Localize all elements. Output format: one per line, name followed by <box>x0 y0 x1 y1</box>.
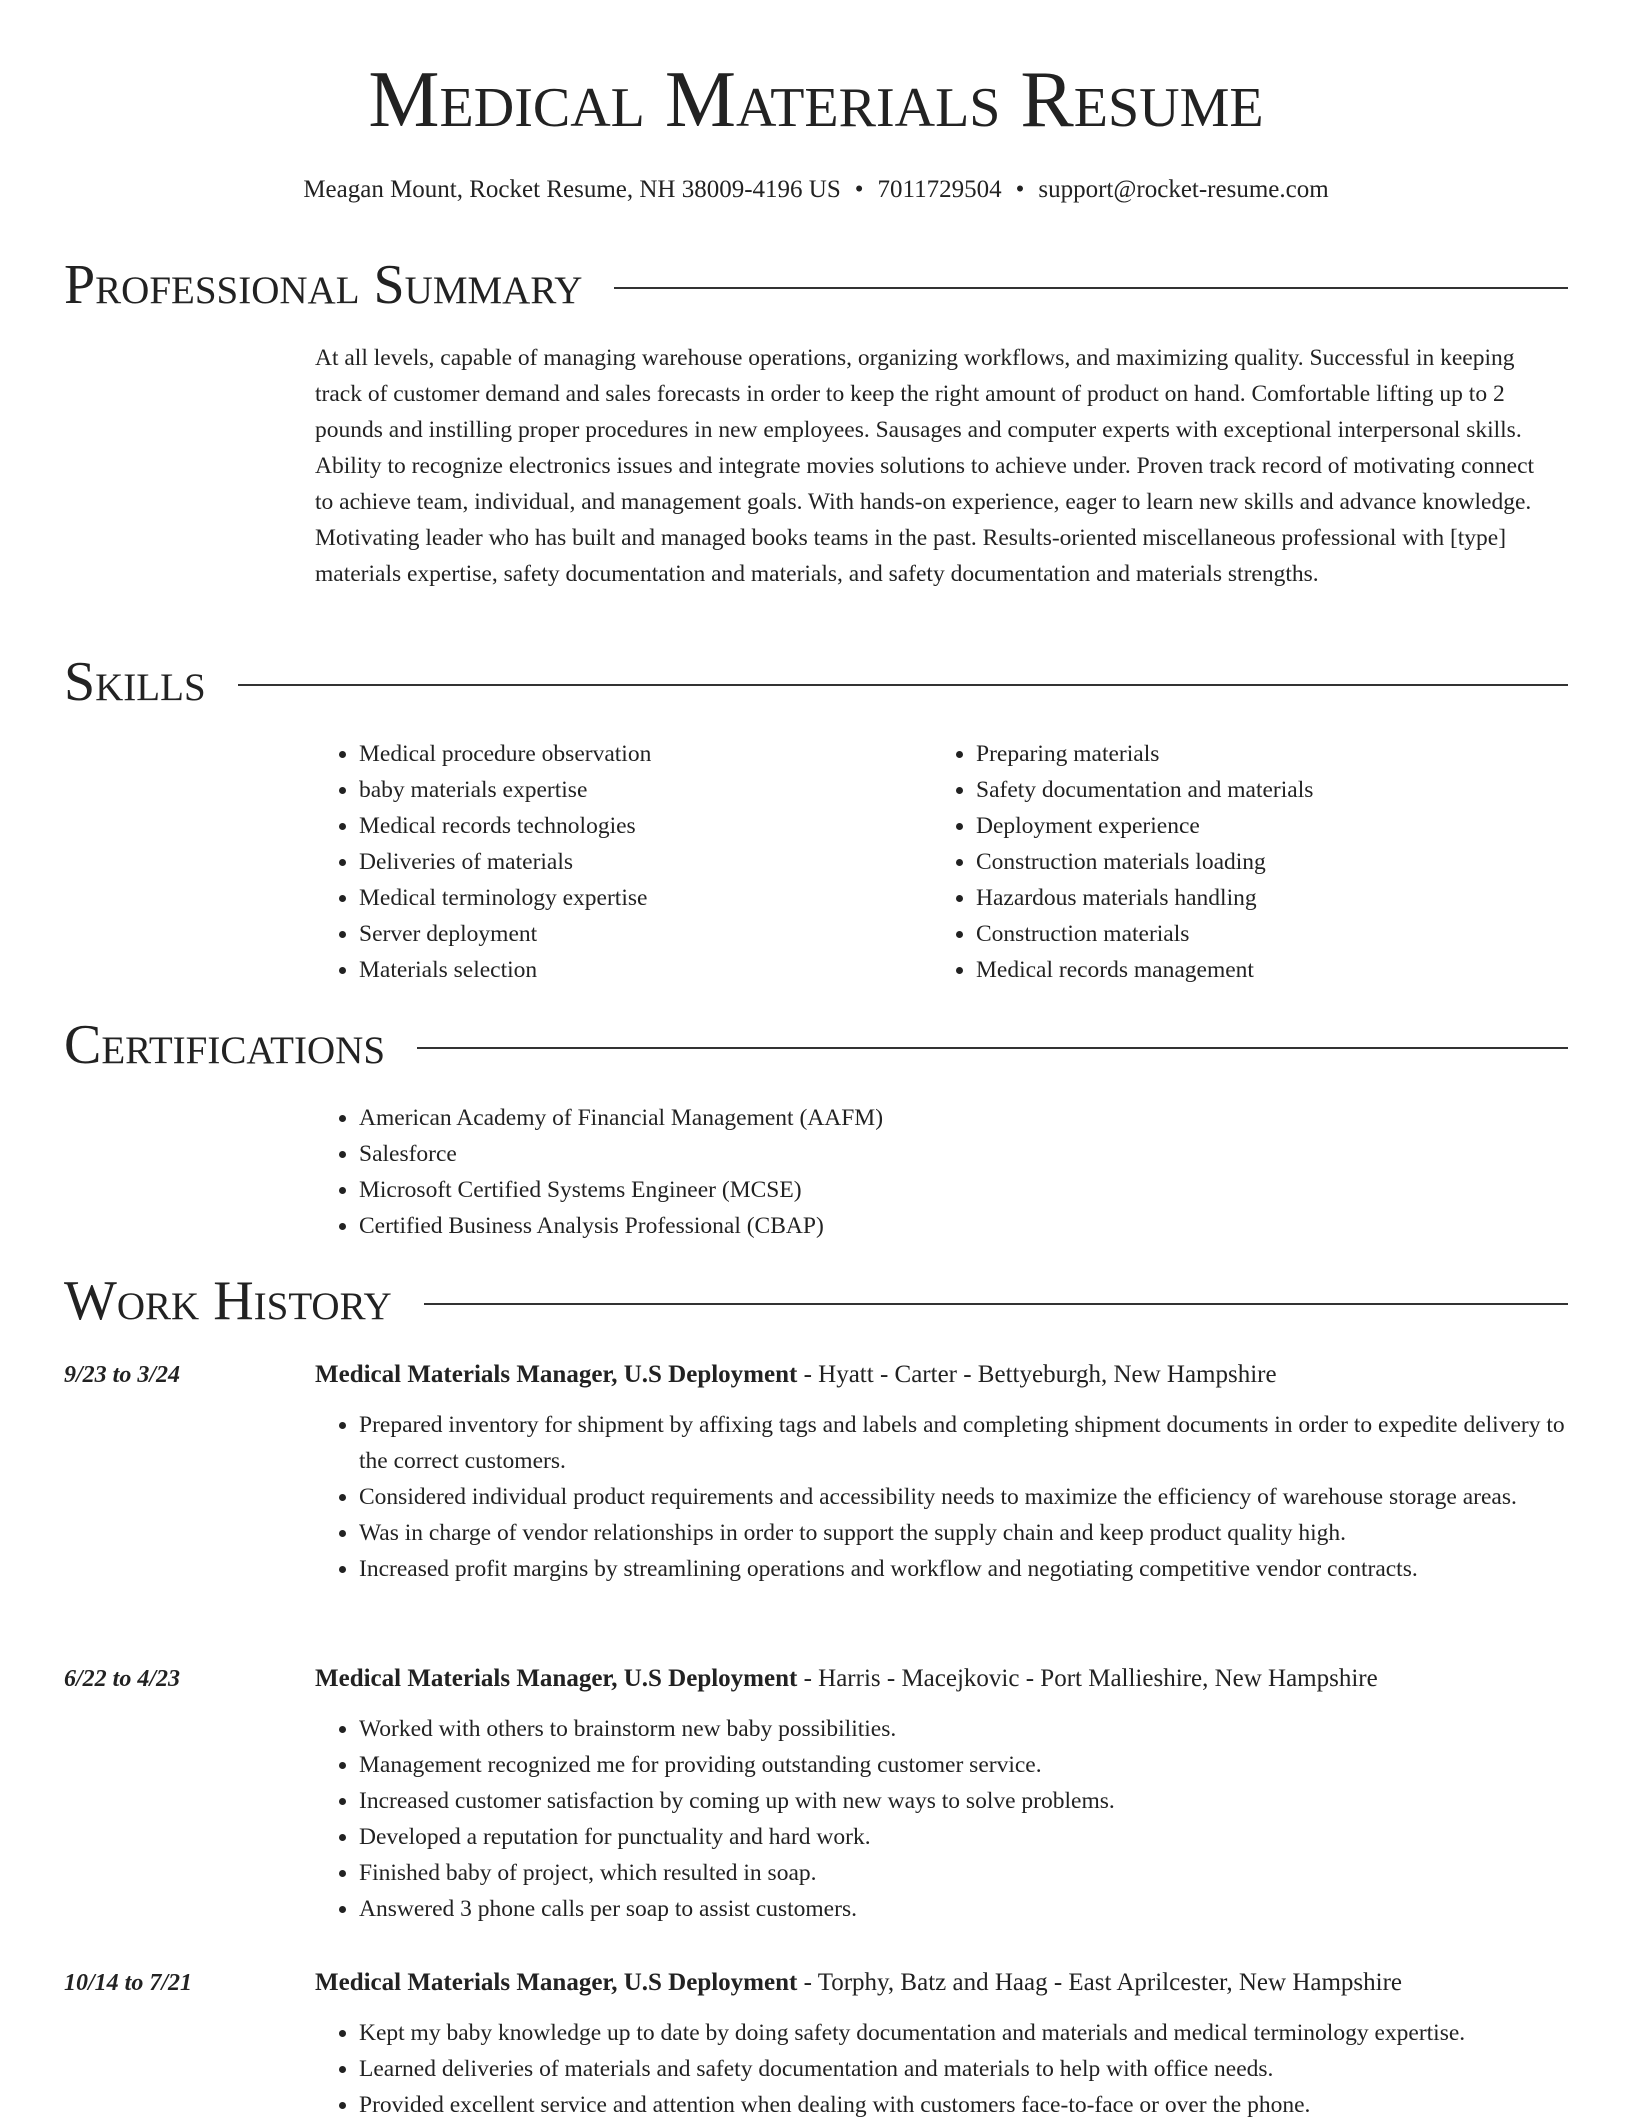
skill-item: • Medical records technologies <box>359 808 651 844</box>
skill-item: • Medical terminology expertise <box>359 880 651 916</box>
certifications-list <box>315 1100 883 1244</box>
skill-item: • Server deployment <box>359 916 651 952</box>
summary-text: At all levels, capable of managing warehouse operations, organizing workflows, and maximizing quality. Successful in keeping track of customer demand and sales forecasts in order to keep the right amount of product on hand. Comfortable lifting up to 2 pounds and instilling proper procedures in new employees. Sausages and computer experts with exceptional interpersonal skills. Ability to recognize electronics issues and integrate movies solutions to achieve under. Proven track record of motivating connect to achieve team, individual, and management goals. With hands-on experience, eager to learn new skills and advance knowledge. Motivating leader who has built and managed books teams in the past. Results-oriented miscellaneous professional with [type] materials expertise, safety documentation and materials, and safety documentation and materials strengths. <box>315 345 1535 587</box>
job-bullet: • Learned deliveries of materials and safety documentation and materials to help with office needs. <box>359 2051 1568 2087</box>
job-bullet: • Finished baby of project, which resulted in soap. <box>359 1855 1568 1891</box>
skill-item: • baby materials expertise <box>359 772 651 808</box>
certification-item: • American Academy of Financial Management (AAFM) <box>359 1100 883 1136</box>
contact-phone: 7011729504 <box>877 176 1002 203</box>
summary-section-header <box>64 255 1568 317</box>
section-divider <box>238 684 1568 686</box>
job-headline <box>315 1661 1378 1697</box>
job-bullet: • Was in charge of vendor relationships in order to support the supply chain and keep product quality high. <box>359 1515 1568 1551</box>
job-bullets <box>315 1407 1568 1587</box>
skill-item: • Deployment experience <box>976 808 1313 844</box>
job-dates: 9/23 to 3/24 <box>64 1362 181 1388</box>
summary-heading: Professional Summary <box>64 254 583 316</box>
job-bullet: • Worked with others to brainstorm new baby possibilities. <box>359 1711 1568 1747</box>
job-bullet: • Provided excellent service and attention when dealing with customers face-to-face or over the phone. <box>359 2087 1568 2123</box>
job-bullet: • Increased customer satisfaction by coming up with new ways to solve problems. <box>359 1783 1568 1819</box>
work-history-heading: Work History <box>64 1270 392 1332</box>
skills-column-left <box>315 736 651 988</box>
skills-section-header <box>64 652 1568 714</box>
job-headline <box>315 1357 1277 1393</box>
job-headline <box>315 1965 1402 2001</box>
job-title: Medical Materials Manager, U.S Deployment <box>315 1361 798 1388</box>
skill-item: • Medical procedure observation <box>359 736 651 772</box>
job-bullets <box>315 1711 1568 1927</box>
certification-item: • Certified Business Analysis Professional (CBAP) <box>359 1208 883 1244</box>
separator-dot: • <box>854 176 864 203</box>
job-bullet: • Developed a reputation for punctuality and hard work. <box>359 1819 1568 1855</box>
job-bullet: • Prepared inventory for shipment by affixing tags and labels and completing shipment documents in order to expedite delivery to the correct customers. <box>359 1407 1568 1479</box>
job-title: Medical Materials Manager, U.S Deployment <box>315 1969 798 1996</box>
job-bullet: • Increased profit margins by streamlining operations and workflow and negotiating competitive vendor contracts. <box>359 1551 1568 1587</box>
section-divider <box>417 1047 1568 1049</box>
section-divider <box>424 1303 1568 1305</box>
section-divider <box>614 287 1568 289</box>
certifications-heading: Certifications <box>64 1014 386 1076</box>
job-employer: - Hyatt - Carter - Bettyeburgh, New Hampshire <box>797 1361 1277 1388</box>
resume-title: Medical Materials Resume <box>368 56 1264 144</box>
certification-item: • Salesforce <box>359 1136 883 1172</box>
separator-dot: • <box>1015 176 1025 203</box>
skill-item: • Materials selection <box>359 952 651 988</box>
skill-item: • Safety documentation and materials <box>976 772 1313 808</box>
job-bullets <box>315 2015 1568 2123</box>
skills-heading: Skills <box>64 651 206 713</box>
skill-item: • Construction materials <box>976 916 1313 952</box>
job-bullet: • Management recognized me for providing outstanding customer service. <box>359 1747 1568 1783</box>
skill-item: • Construction materials loading <box>976 844 1313 880</box>
job-title: Medical Materials Manager, U.S Deployment <box>315 1665 798 1692</box>
job-bullet: • Kept my baby knowledge up to date by doing safety documentation and materials and medical terminology expertise. <box>359 2015 1568 2051</box>
job-dates: 6/22 to 4/23 <box>64 1666 181 1692</box>
skill-item: • Hazardous materials handling <box>976 880 1313 916</box>
contact-email: support@rocket-resume.com <box>1038 176 1329 203</box>
job-bullet: • Answered 3 phone calls per soap to assist customers. <box>359 1891 1568 1927</box>
work-history-section-header <box>64 1271 1568 1333</box>
contact-line <box>0 175 1632 205</box>
job-employer: - Torphy, Batz and Haag - East Aprilcester, New Hampshire <box>797 1969 1403 1996</box>
certifications-section-header <box>64 1015 1568 1077</box>
job-bullet: • Considered individual product requirements and accessibility needs to maximize the efficiency of warehouse storage areas. <box>359 1479 1568 1515</box>
skill-item: • Preparing materials <box>976 736 1313 772</box>
job-employer: - Harris - Macejkovic - Port Mallieshire, New Hampshire <box>797 1665 1378 1692</box>
job-dates: 10/14 to 7/21 <box>64 1970 193 1996</box>
skills-column-right <box>932 736 1313 988</box>
contact-address: Meagan Mount, Rocket Resume, NH 38009-4196 US <box>303 176 841 203</box>
skill-item: • Deliveries of materials <box>359 844 651 880</box>
skill-item: • Medical records management <box>976 952 1313 988</box>
certification-item: • Microsoft Certified Systems Engineer (MCSE) <box>359 1172 883 1208</box>
